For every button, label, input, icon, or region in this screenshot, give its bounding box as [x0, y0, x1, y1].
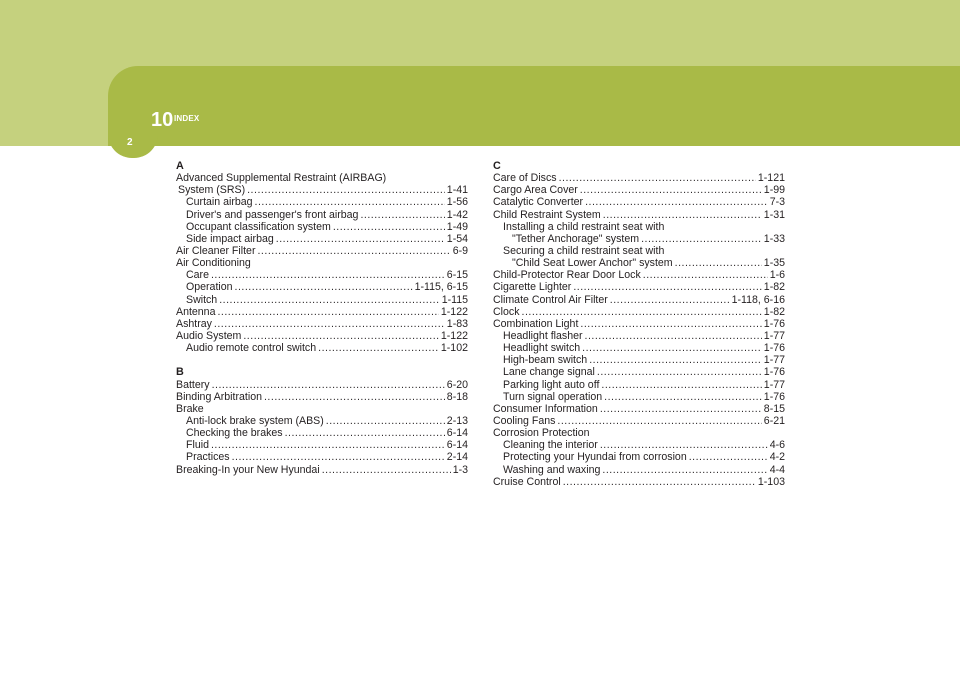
index-page-ref: 6-9 [452, 244, 468, 257]
index-page-ref: 1-122 [440, 329, 468, 342]
index-entry [493, 257, 785, 269]
index-term: Child Restraint System [493, 208, 601, 221]
dot-leader [643, 269, 768, 281]
index-term: Battery [176, 378, 210, 391]
index-page-ref: 1-33 [763, 232, 785, 245]
index-entry [493, 366, 785, 378]
index-entry [493, 184, 785, 196]
index-entry [176, 379, 468, 391]
index-term: Binding Arbitration [176, 390, 262, 403]
index-term: Breaking-In your New Hyundai [176, 463, 320, 476]
dot-leader [602, 464, 767, 476]
index-term: "Tether Anchorage" system [512, 232, 640, 245]
index-term: Lane change signal [503, 366, 595, 379]
index-entry [176, 294, 468, 306]
index-entry [176, 318, 468, 330]
index-page-ref: 1-42 [446, 208, 468, 221]
index-entry [493, 403, 785, 415]
index-term: Protecting your Hyundai from corrosion [503, 451, 687, 464]
dot-leader [217, 306, 438, 318]
index-term: Switch [186, 293, 218, 306]
index-heading: Advanced Supplemental Restraint (AIRBAG) [176, 172, 387, 185]
index-entry [176, 464, 468, 476]
index-page-ref: 1-77 [763, 329, 785, 342]
dot-leader [219, 294, 439, 306]
chapter-title: INDEX [174, 114, 200, 123]
index-page-ref: 1-76 [763, 317, 785, 330]
index-term: Child-Protector Rear Door Lock [493, 269, 641, 282]
index-page-ref: 1-76 [763, 366, 785, 379]
index-page-ref: 6-15 [446, 269, 468, 282]
index-page-ref: 1-56 [446, 196, 468, 209]
dot-leader [235, 281, 413, 293]
index-page-ref: 1-35 [763, 257, 785, 270]
index-page-ref: 1-83 [446, 317, 468, 330]
index-entry [493, 354, 785, 366]
index-entry [176, 269, 468, 281]
index-entry [176, 221, 468, 233]
index-section-letter: C [493, 160, 501, 172]
index-page-ref: 2-14 [446, 451, 468, 464]
index-page-ref: 4-6 [769, 439, 785, 452]
index-term: Clock [493, 305, 520, 318]
index-entry [493, 451, 785, 463]
index-heading: Air Conditioning [176, 257, 251, 270]
index-term: Cruise Control [493, 475, 561, 488]
dot-leader [360, 209, 444, 221]
dot-leader [589, 354, 762, 366]
dot-leader [675, 257, 762, 269]
index-page-ref: 1-99 [763, 184, 785, 197]
index-page-ref: 2-13 [446, 414, 468, 427]
index-term: Climate Control Air Filter [493, 293, 608, 306]
index-column-right [493, 160, 785, 488]
index-entry [493, 379, 785, 391]
index-page-ref: 6-20 [446, 378, 468, 391]
index-entry [493, 294, 785, 306]
index-page-ref: 4-4 [769, 463, 785, 476]
index-page-ref: 1-49 [446, 220, 468, 233]
dot-leader [212, 379, 445, 391]
index-page-ref: 7-3 [769, 196, 785, 209]
index-page-ref: 6-21 [763, 414, 785, 427]
index-entry [493, 464, 785, 476]
dot-leader [318, 342, 439, 354]
dot-leader [557, 415, 761, 427]
index-page-ref: 1-3 [452, 463, 468, 476]
index-term: Air Cleaner Filter [176, 244, 256, 257]
dot-leader [522, 306, 762, 318]
index-entry [176, 184, 468, 196]
index-entry [493, 306, 785, 318]
dot-leader [257, 245, 450, 257]
index-entry [176, 342, 468, 354]
index-term: Combination Light [493, 317, 579, 330]
index-entry [176, 330, 468, 342]
index-entry [176, 415, 468, 427]
dot-leader [580, 318, 761, 330]
dot-leader [610, 294, 730, 306]
dot-leader [232, 451, 445, 463]
index-heading: Securing a child restraint seat with [503, 244, 665, 257]
index-section-letter: A [176, 160, 184, 172]
index-entry [176, 306, 468, 318]
index-term: Cooling Fans [493, 414, 556, 427]
dot-leader [585, 330, 762, 342]
index-term: Cargo Area Cover [493, 184, 578, 197]
index-page-ref: 1-102 [440, 342, 468, 355]
index-heading: Installing a child restraint seat with [503, 220, 665, 233]
index-term: Care [186, 269, 209, 282]
dot-leader [604, 391, 762, 403]
dot-leader [573, 281, 761, 293]
index-entry [176, 281, 468, 293]
index-term: Checking the brakes [186, 427, 283, 440]
index-entry [493, 391, 785, 403]
dot-leader [243, 330, 439, 342]
index-term: Curtain airbag [186, 196, 253, 209]
page-header [0, 0, 960, 146]
index-page-ref: 1-122 [440, 305, 468, 318]
dot-leader [276, 233, 445, 245]
index-page-ref: 4-2 [769, 451, 785, 464]
index-term: Occupant classification system [186, 220, 331, 233]
index-column-left [176, 160, 468, 476]
page-number-tab [108, 132, 158, 158]
index-entry [176, 196, 468, 208]
index-page-ref: 1-31 [763, 208, 785, 221]
index-page-ref: 1-6 [769, 269, 785, 282]
index-term: Practices [186, 451, 230, 464]
dot-leader [285, 427, 445, 439]
dot-leader [211, 439, 445, 451]
index-entry [493, 172, 785, 184]
chapter-tab [108, 66, 960, 146]
index-page-ref: 1-41 [446, 184, 468, 197]
page-number: 2 [127, 137, 133, 148]
index-term: High-beam switch [503, 354, 588, 367]
index-page-ref: 1-76 [763, 390, 785, 403]
index-term: Audio remote control switch [186, 342, 317, 355]
index-page-ref: 1-118, 6-16 [731, 293, 785, 306]
dot-leader [214, 318, 445, 330]
index-page-ref: 1-82 [763, 281, 785, 294]
dot-leader [689, 451, 768, 463]
index-term: Side impact airbag [186, 232, 274, 245]
index-entry [493, 281, 785, 293]
index-entry [493, 476, 785, 488]
index-term: Washing and waxing [503, 463, 601, 476]
index-term: Cleaning the interior [503, 439, 598, 452]
dot-leader [597, 366, 762, 378]
index-entry [493, 233, 785, 245]
index-term: Ashtray [176, 317, 212, 330]
index-page-ref: 6-14 [446, 427, 468, 440]
index-entry [493, 269, 785, 281]
dot-leader [333, 221, 445, 233]
dot-leader [326, 415, 445, 427]
index-term: Parking light auto off [503, 378, 600, 391]
index-page-ref: 1-76 [763, 342, 785, 355]
index-page-ref: 1-121 [757, 172, 785, 185]
index-page-ref: 1-54 [446, 232, 468, 245]
index-page-ref: 8-15 [763, 402, 785, 415]
dot-leader [641, 233, 762, 245]
index-page-ref: 1-115, 6-15 [414, 281, 468, 294]
index-term: Headlight flasher [503, 329, 583, 342]
index-term: Cigarette Lighter [493, 281, 572, 294]
index-page-ref: 1-82 [763, 305, 785, 318]
index-term: "Child Seat Lower Anchor" system [512, 257, 673, 270]
index-entry [176, 233, 468, 245]
chapter-number: 10 [151, 109, 174, 131]
index-entry [176, 451, 468, 463]
index-entry [176, 209, 468, 221]
dot-leader [580, 184, 762, 196]
section-gap [176, 354, 468, 366]
index-entry [493, 439, 785, 451]
index-entry [176, 427, 468, 439]
dot-leader [264, 391, 445, 403]
index-term: Operation [186, 281, 233, 294]
index-page-ref: 1-77 [763, 378, 785, 391]
index-entry [493, 318, 785, 330]
index-term: Fluid [186, 439, 209, 452]
dot-leader [601, 379, 761, 391]
dot-leader [211, 269, 445, 281]
index-entry [176, 439, 468, 451]
index-entry [176, 245, 468, 257]
index-entry [493, 196, 785, 208]
index-term: Driver's and passenger's front airbag [186, 208, 359, 221]
index-term: Antenna [176, 305, 216, 318]
dot-leader [600, 403, 762, 415]
dot-leader [559, 172, 756, 184]
index-term: Turn signal operation [503, 390, 603, 403]
dot-leader [322, 464, 451, 476]
dot-leader [563, 476, 756, 488]
index-entry [493, 209, 785, 221]
index-page-ref: 1-77 [763, 354, 785, 367]
index-page-ref: 1-115 [441, 293, 468, 306]
dot-leader [255, 196, 445, 208]
index-term: Consumer Information [493, 402, 598, 415]
dot-leader [582, 342, 762, 354]
index-page-ref: 8-18 [446, 390, 468, 403]
index-term: Audio System [176, 329, 242, 342]
index-heading: Corrosion Protection [493, 427, 590, 440]
index-entry [176, 391, 468, 403]
index-entry [493, 342, 785, 354]
index-page-ref: 1-103 [757, 475, 785, 488]
index-term: Catalytic Converter [493, 196, 584, 209]
dot-leader [603, 209, 762, 221]
index-section-letter: B [176, 366, 184, 379]
index-term: Care of Discs [493, 172, 557, 185]
index-page-ref: 6-14 [446, 439, 468, 452]
dot-leader [600, 439, 768, 451]
index-term: System (SRS) [178, 184, 246, 197]
index-entry [493, 330, 785, 342]
index-term: Headlight switch [503, 342, 581, 355]
index-heading: Brake [176, 402, 204, 415]
index-term: Anti-lock brake system (ABS) [186, 414, 324, 427]
index-entry [493, 415, 785, 427]
dot-leader [585, 196, 768, 208]
dot-leader [247, 184, 445, 196]
